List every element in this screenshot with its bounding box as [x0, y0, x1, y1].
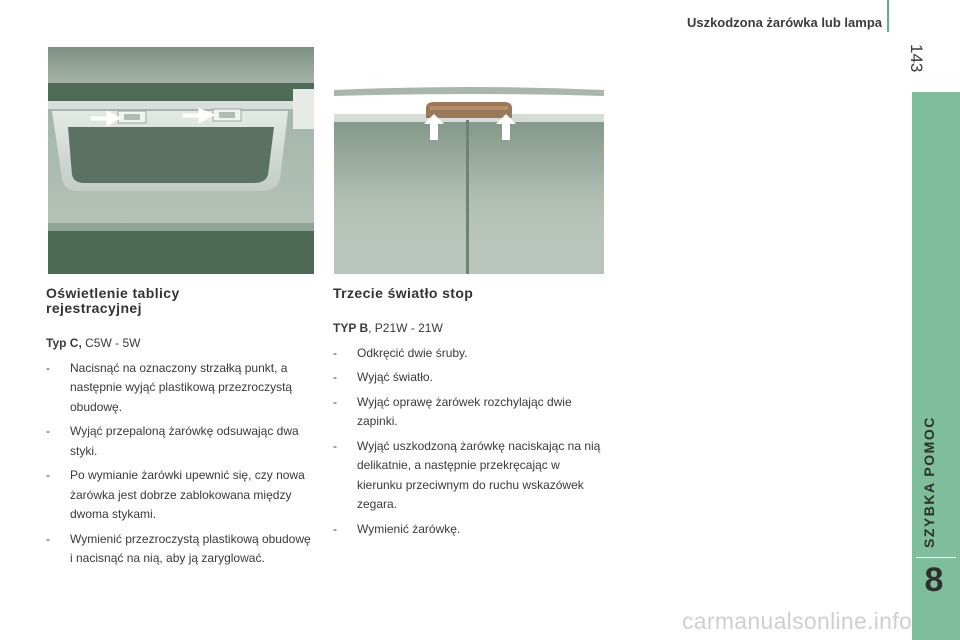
- plate-light-illustration: [48, 47, 314, 274]
- list-item: - Wyjąć uszkodzoną żarówkę naciskając na nią delikatnie, a następnie przekręcając w kierunku przeciwnym do ruchu wskazówek zegara.: [333, 437, 608, 515]
- list-item: - Wymienić żarówkę.: [333, 520, 608, 540]
- stop-light-steps: [333, 344, 608, 540]
- chapter-tab-label: SZYBKA POMOC: [921, 416, 937, 548]
- page-number: 143: [907, 44, 926, 73]
- stop-light-bulb-type: [333, 319, 608, 339]
- stop-light-photo: [334, 84, 604, 274]
- stop-light-section: [333, 286, 608, 544]
- tab-divider: [916, 557, 956, 558]
- stop-light-type-value: , P21W - 21W: [368, 321, 443, 335]
- list-item: - Wyjąć oprawę żarówek rozchylając dwie zapinki.: [333, 393, 608, 432]
- list-item: - Po wymianie żarówki upewnić się, czy nowa żarówka jest dobrze zablokowana między dwoma stykami.: [46, 466, 312, 525]
- plate-light-steps: [46, 359, 312, 569]
- list-item: - Odkręcić dwie śruby.: [333, 344, 608, 364]
- running-header: Uszkodzona żarówka lub lampa: [686, 15, 882, 30]
- plate-light-heading: [46, 286, 312, 316]
- plate-light-heading-line1: Oświetlenie tablicy: [46, 285, 180, 301]
- watermark: carmanualsonline.info: [682, 608, 913, 634]
- plate-light-photo: [48, 47, 314, 274]
- list-item: - Nacisnąć na oznaczony strzałką punkt, a następnie wyjąć plastikową przezroczystą obudowę.: [46, 359, 312, 418]
- stop-light-illustration: [334, 84, 604, 274]
- plate-light-section: [46, 286, 312, 574]
- list-item: - Wyjąć przepaloną żarówkę odsuwając dwa styki.: [46, 422, 312, 461]
- stop-light-type-label: TYP B: [333, 321, 369, 335]
- plate-light-type-label: Typ C,: [46, 336, 82, 350]
- list-item: - Wyjąć światło.: [333, 368, 608, 388]
- plate-light-type-value: C5W - 5W: [81, 336, 141, 350]
- stop-light-heading: Trzecie światło stop: [333, 285, 474, 301]
- chapter-number: 8: [924, 561, 944, 599]
- header-rule: [887, 0, 889, 32]
- plate-light-heading-line2: rejestracyjnej: [46, 300, 142, 316]
- list-item: - Wymienić przezroczystą plastikową obudowę i nacisnąć na nią, aby ją zaryglować.: [46, 530, 312, 569]
- plate-light-bulb-type: [46, 334, 312, 354]
